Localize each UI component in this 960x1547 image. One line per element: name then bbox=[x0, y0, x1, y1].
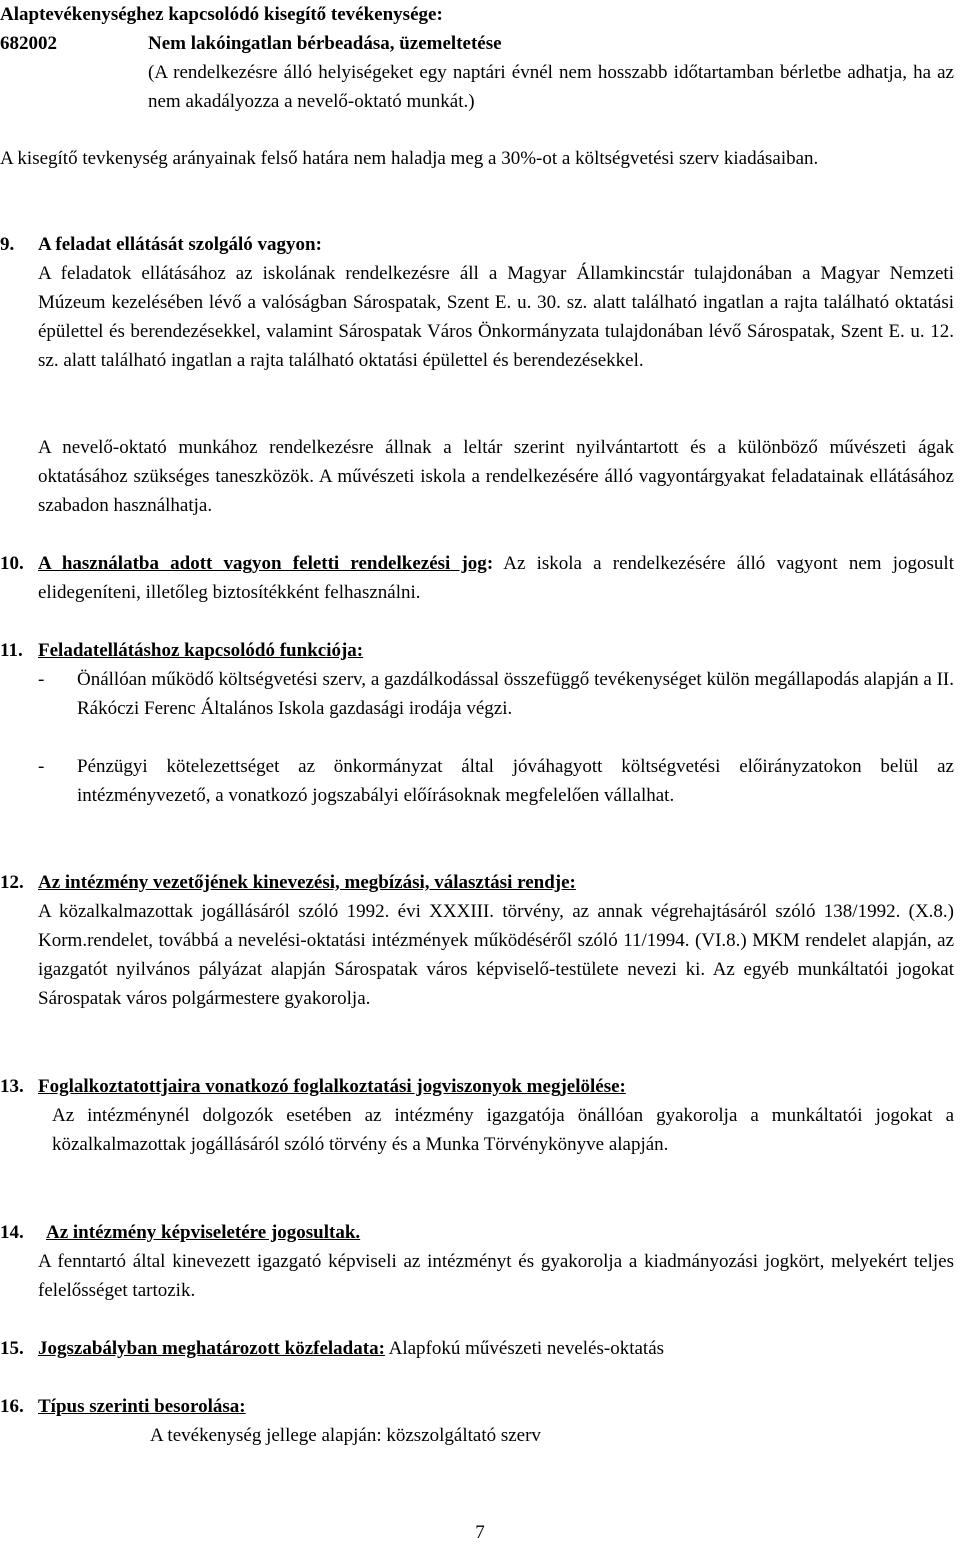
section-13-paragraph: Az intézménynél dolgozók esetében az intézmény igazgatója önállóan gyakorolja a munkáltatói jogokat a közalkalmazottak jogállásáról szóló törvény és a Munka Törvénykönyve alapján. bbox=[52, 1105, 954, 1155]
section-11-number: 11. bbox=[0, 640, 23, 661]
section-16-heading: Típus szerinti besorolása: bbox=[38, 1396, 246, 1417]
section-15-number: 15. bbox=[0, 1338, 24, 1359]
section-12-paragraph: A közalkalmazottak jogállásáról szóló 1992. évi XXXIII. törvény, az annak végrehajtásáról szóló 138/1992. (X.8.) Korm.rendelet, továbbá a nevelési-oktatási intézmények működéséről szóló 11/1994. (VI.8.) MKM rendelet alapján, az igazgatót nyilvános pályázat alapján Sárospatak város képviselő-testülete nevezi ki. Az egyéb munkáltatói jogokat Sárospatak város polgármestere gyakorolja. bbox=[38, 901, 954, 1009]
section-14-heading: Az intézmény képviseletére jogosultak. bbox=[46, 1222, 361, 1243]
section-10-heading: A használatba adott vagyon feletti rendelkezési jog bbox=[38, 553, 487, 574]
section-9-paragraph-2: A nevelő-oktató munkához rendelkezésre állnak a leltár szerint nyilvántartott és a különböző művészeti ágak oktatásához szükséges taneszközök. A művészeti iskola a rendelkezésére álló vagyontárgyakat feladatainak ellátásához szabadon használhatja. bbox=[38, 437, 954, 516]
section-9-paragraph-1: A feladatok ellátásához az iskolának rendelkezésre áll a Magyar Államkincstár tulajdonában a Magyar Nemzeti Múzeum kezelésében lévő a valóságban Sárospatak, Szent E. u. 30. sz. alatt található ingatlan a rajta található oktatási épülettel és berendezésekkel, valamint Sárospatak Város Önkormányzata tulajdonában lévő Sárospatak, Szent E. u. 12. sz. alatt található ingatlan a rajta található oktatási épülettel és berendezésekkel. bbox=[38, 263, 954, 371]
section-16-number: 16. bbox=[0, 1396, 24, 1417]
list-item-1-text: Önállóan működő költségvetési szerv, a gazdálkodással összefüggő tevékenységet külön megállapodás alapján a II. Rákóczi Ferenc Általános Iskola gazdasági irodája végzi. bbox=[77, 669, 954, 719]
section-13-heading: Foglalkoztatottjaira vonatkozó foglalkoztatási jogviszonyok megjelölése: bbox=[38, 1076, 626, 1097]
section-15-text: Alapfokú művészeti nevelés-oktatás bbox=[384, 1338, 665, 1359]
section-16-text: A tevékenység jellege alapján: közszolgáltató szerv bbox=[150, 1425, 541, 1446]
list-item-2-text: Pénzügyi kötelezettséget az önkormányzat által jóváhagyott költségvetési előirányzatokon belül az intézményvezető, a vonatkozó jogszabályi előírásoknak megfelelően vállalhat. bbox=[77, 756, 954, 806]
section-9-heading: A feladat ellátását szolgáló vagyon: bbox=[38, 234, 322, 255]
section-10-number: 10. bbox=[0, 553, 24, 574]
activity-title: Alaptevékenységhez kapcsolódó kisegítő tevékenysége: bbox=[0, 4, 443, 25]
list-item-2-dash: - bbox=[38, 756, 45, 777]
section-14-number: 14. bbox=[0, 1222, 24, 1243]
section-12-number: 12. bbox=[0, 872, 24, 893]
section-11-heading: Feladatellátáshoz kapcsolódó funkciója: bbox=[38, 640, 364, 661]
section-14-paragraph: A fenntartó által kinevezett igazgató képviseli az intézményt és gyakorolja a kiadmányozási jogkört, melyekért teljes felelősséget tartozik. bbox=[38, 1251, 954, 1301]
limit-paragraph: A kisegítő tevkenység arányainak felső határa nem haladja meg a 30%-ot a költségvetési szerv kiadásaiban. bbox=[0, 148, 819, 169]
section-10-colon: : bbox=[486, 553, 494, 574]
section-10-text: Az iskola a rendelkezésére álló vagyont nem jogosult elidegeníteni, illetőleg biztosítékként felhasználni. bbox=[38, 553, 954, 603]
section-10-paragraph bbox=[38, 549, 954, 607]
section-12-heading: Az intézmény vezetőjének kinevezési, megbízási, választási rendje: bbox=[38, 872, 576, 893]
activity-code-label: Nem lakóingatlan bérbeadása, üzemeltetése bbox=[148, 33, 502, 54]
page-number: 7 bbox=[475, 1522, 485, 1543]
section-15-heading: Jogszabályban meghatározott közfeladata: bbox=[38, 1338, 385, 1359]
activity-code-note: (A rendelkezésre álló helyiségeket egy naptári évnél nem hosszabb időtartamban bérletbe adhatja, ha az nem akadályozza a nevelő-oktató munkát.) bbox=[148, 62, 954, 112]
activity-code: 682002 bbox=[0, 33, 57, 54]
section-9-number: 9. bbox=[0, 234, 15, 255]
section-15-line bbox=[38, 1334, 954, 1363]
section-13-number: 13. bbox=[0, 1076, 24, 1097]
list-item-1-dash: - bbox=[38, 669, 45, 690]
